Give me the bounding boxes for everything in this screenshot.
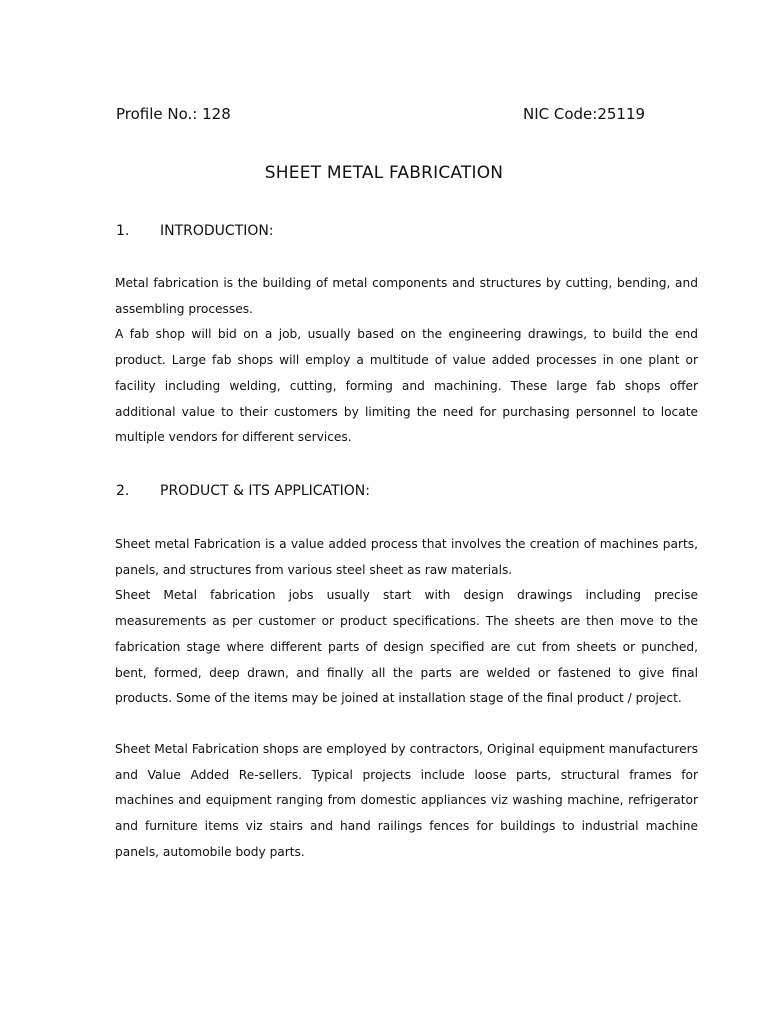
paragraph: Sheet metal Fabrication is a value added process that involves the creation of machines parts, panels, and structures from various steel sheet as raw materials.: [115, 537, 698, 577]
introduction-body: [115, 271, 698, 451]
product-application-body: [115, 532, 698, 712]
paragraph: Metal fabrication is the building of metal components and structures by cutting, bending, and assembling processes.: [115, 276, 698, 316]
section-number: 1.: [116, 223, 130, 239]
section-title: INTRODUCTION:: [160, 223, 274, 239]
section-heading-product-application: [116, 481, 370, 501]
paragraph: Sheet Metal Fabrication shops are employed by contractors, Original equipment manufacturers and Value Added Re-sellers. Typical projects include loose parts, structural frames for machines and equipment ranging from domestic appliances viz washing machine, refrigerator and furniture items viz stairs and hand railings fences for buildings to industrial machine panels, automobile body parts.: [115, 742, 698, 859]
section-number: 2.: [116, 483, 130, 499]
paragraph: A fab shop will bid on a job, usually based on the engineering drawings, to build the end product. Large fab shops will employ a multitude of value added processes in one plant or facility including welding, cutting, forming and machining. These large fab shops offer additional value to their customers by limiting the need for purchasing personnel to locate multiple vendors for different services.: [115, 327, 698, 445]
document-title: SHEET METAL FABRICATION: [264, 163, 504, 183]
product-application-body-continued: [115, 737, 698, 866]
paragraph: Sheet Metal fabrication jobs usually start with design drawings including precise measurements as per customer or product specifications. The sheets are then move to the fabrication stage where different parts of design specified are cut from sheets or punched, bent, formed, deep drawn, and finally all the parts are welded or fastened to give final products. Some of the items may be joined at installation stage of the final product / project.: [115, 588, 698, 706]
section-title: PRODUCT & ITS APPLICATION:: [160, 483, 370, 499]
section-heading-introduction: [116, 221, 274, 241]
nic-code: NIC Code:25119: [523, 105, 646, 123]
profile-number: Profile No.: 128: [116, 105, 231, 123]
